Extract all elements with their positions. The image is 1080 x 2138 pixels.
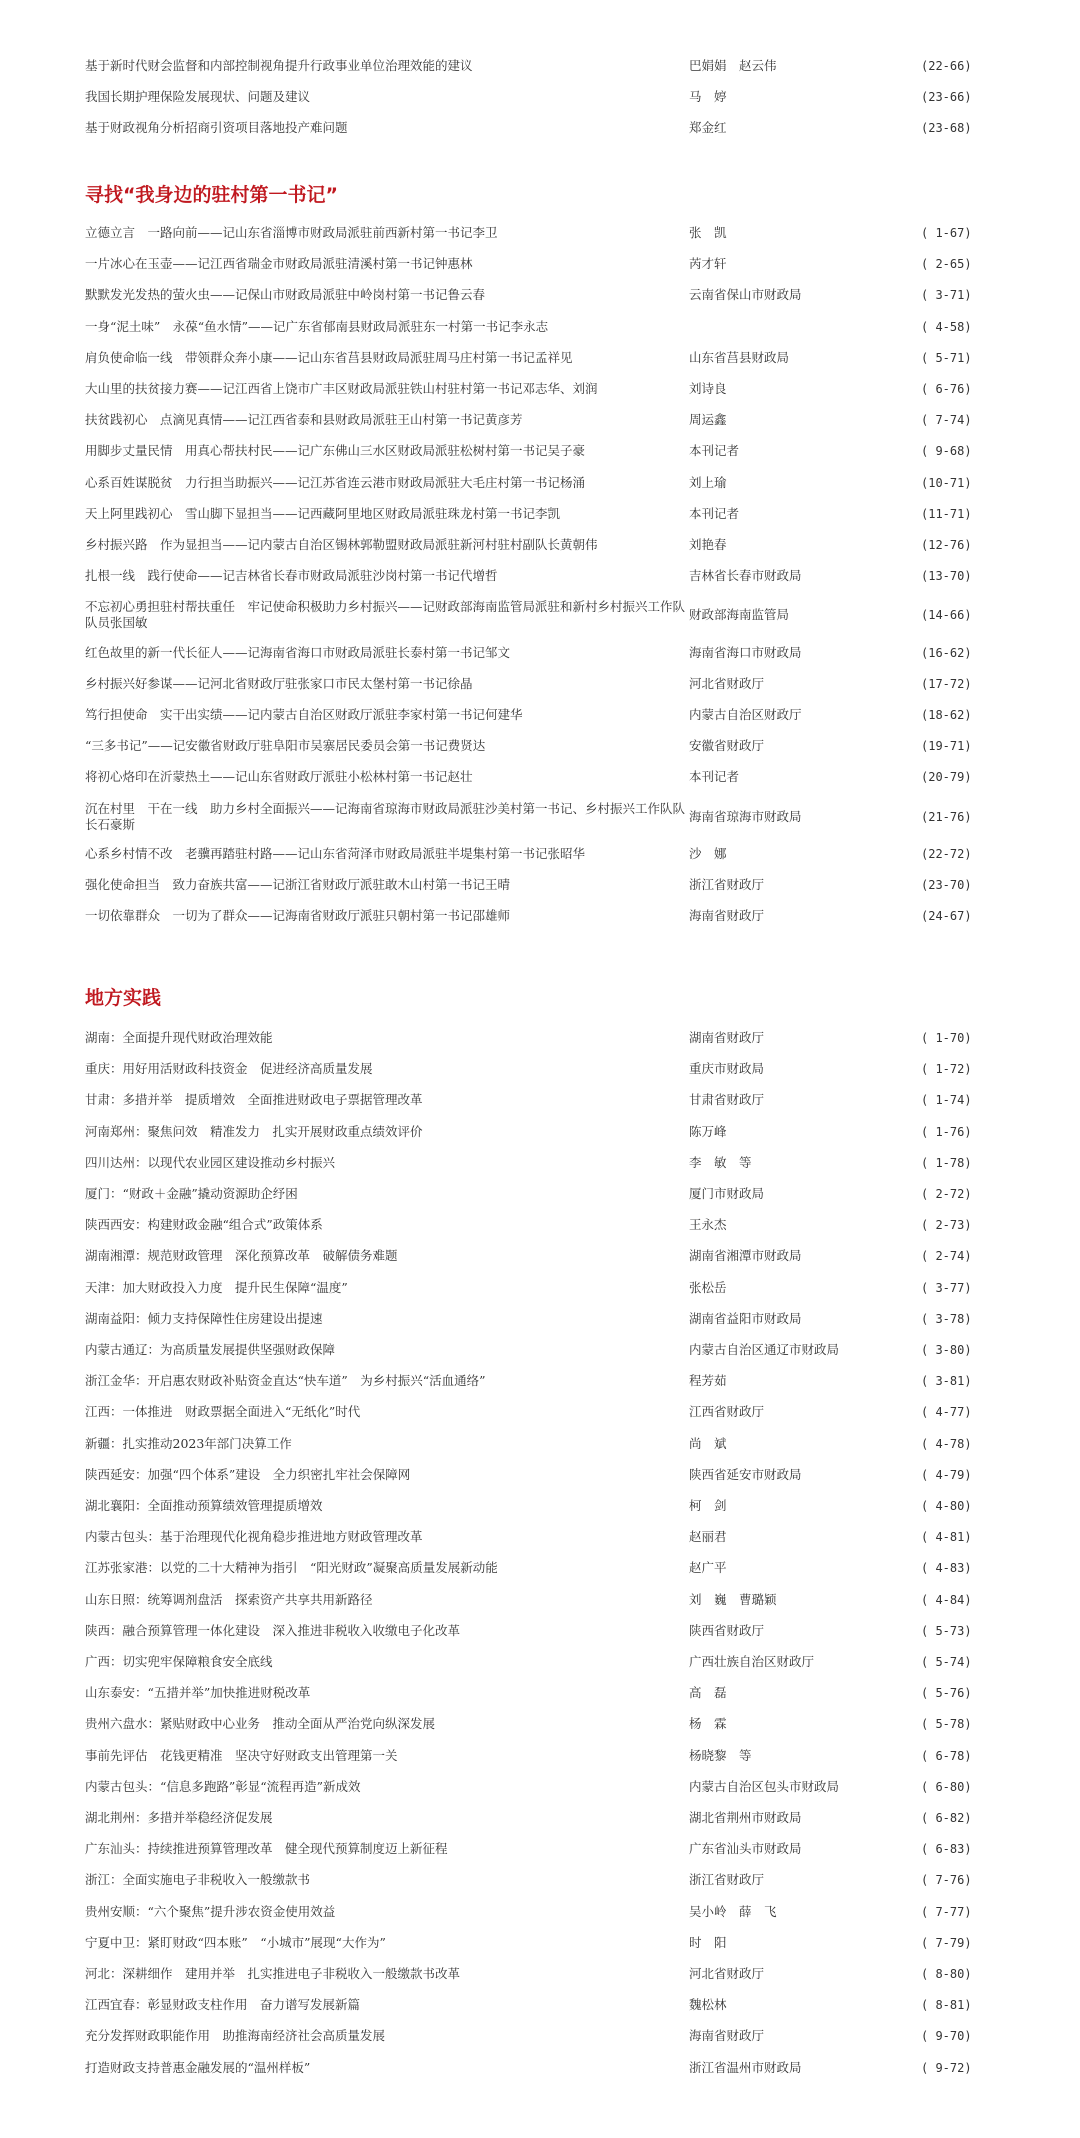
entry-author: 马 婷 xyxy=(689,89,727,105)
entry-page-ref: ( 4-81) xyxy=(921,1530,972,1545)
entry-page-ref: ( 1-78) xyxy=(921,1155,972,1170)
entry-title: 贵州安顺：“六个聚焦”提升涉农资金使用效益 xyxy=(85,1903,336,1919)
entry-author: 云南省保山市财政局 xyxy=(689,287,802,303)
entry-page-ref: ( 3-81) xyxy=(921,1374,972,1389)
entry-title: 河北：深耕细作 建用并举 扎实推进电子非税收入一般缴款书改革 xyxy=(85,1966,461,1981)
entry-page-ref: ( 1-74) xyxy=(921,1093,972,1108)
entry-page-ref: ( 4-84) xyxy=(921,1592,972,1607)
entry-page-ref: (19-71) xyxy=(921,739,972,754)
entry-author: 沙 娜 xyxy=(689,845,727,861)
entry-author: 河北省财政厅 xyxy=(689,675,765,691)
entry-author: 巴娟娟 赵云伟 xyxy=(689,58,777,73)
entry-author: 时 阳 xyxy=(689,1934,727,1950)
entry-page-ref: (16-62) xyxy=(921,645,972,660)
entry-title: 沉在村里 干在一线 助力乡村全面振兴——记海南省琼海市财政局派驻沙美村第一书记、乡村振兴工作队队长石豪斯 xyxy=(85,800,686,832)
entry-title: 四川达州：以现代农业园区建设推动乡村振兴 xyxy=(85,1154,336,1170)
entry-title: 心系乡村情不改 老骥再踏驻村路——记山东省菏泽市财政局派驻半堤集村第一书记张昭华 xyxy=(85,845,586,861)
entry-title: 江西：一体推进 财政票据全面进入“无纸化”时代 xyxy=(85,1404,361,1420)
entry-page-ref: ( 7-76) xyxy=(921,1873,972,1888)
entry-title: 不忘初心勇担驻村帮扶重任 牢记使命积极助力乡村振兴——记财政部海南监管局派驻和新村乡村振兴工作队队员张国敏 xyxy=(85,599,686,631)
entry-title: 湖北襄阳：全面推动预算绩效管理提质增效 xyxy=(85,1498,323,1513)
entry-page-ref: (23-66) xyxy=(921,90,972,105)
entry-title: 甘肃：多措并举 提质增效 全面推进财政电子票据管理改革 xyxy=(85,1092,423,1108)
entry-title: 浙江金华：开启惠农财政补贴资金直达“快车道” 为乡村振兴“活血通络” xyxy=(85,1373,486,1389)
entry-page-ref: ( 7-79) xyxy=(921,1935,972,1950)
entry-author: 浙江省财政厅 xyxy=(689,1872,765,1888)
entry-title: 笃行担使命 实干出实绩——记内蒙古自治区财政厅派驻李家村第一书记何建华 xyxy=(85,707,523,722)
entry-title: 新疆：扎实推动2023年部门决算工作 xyxy=(85,1435,292,1451)
entry-page-ref: ( 4-78) xyxy=(921,1436,972,1451)
entry-title: 事前先评估 花钱更精准 坚决守好财政支出管理第一关 xyxy=(85,1747,398,1763)
entry-author: 吴小岭 薛 飞 xyxy=(689,1903,777,1919)
entry-author: 广西壮族自治区财政厅 xyxy=(689,1654,815,1669)
entry-page-ref: ( 1-70) xyxy=(921,1031,972,1045)
entry-page-ref: (14-66) xyxy=(921,608,972,623)
entry-title: 内蒙古通辽：为高质量发展提供坚强财政保障 xyxy=(85,1342,336,1357)
entry-page-ref: ( 8-81) xyxy=(921,1998,972,2013)
entry-author: 甘肃省财政厅 xyxy=(689,1092,765,1108)
entry-title: 河南郑州：聚焦问效 精准发力 扎实开展财政重点绩效评价 xyxy=(85,1123,423,1139)
entry-title: 扎根一线 践行使命——记吉林省长春市财政局派驻沙岗村第一书记代增哲 xyxy=(85,568,498,584)
entry-page-ref: ( 5-74) xyxy=(921,1655,972,1669)
entry-title: 乡村振兴路 作为显担当——记内蒙古自治区锡林郭勒盟财政局派驻新河村驻村副队长黄朝伟 xyxy=(85,537,598,552)
entry-title: 立德立言 一路向前——记山东省淄博市财政局派驻前西新村第一书记李卫 xyxy=(85,225,498,240)
entry-author: 杨 霖 xyxy=(689,1716,727,1732)
entry-page-ref: ( 9-70) xyxy=(921,2029,972,2044)
entry-author: 内蒙古自治区通辽市财政局 xyxy=(689,1342,840,1357)
entry-title: 一切依靠群众 一切为了群众——记海南省财政厅派驻只朝村第一书记邵雄师 xyxy=(85,908,511,924)
entry-author: 本刊记者 xyxy=(689,443,740,459)
entry-page-ref: ( 5-73) xyxy=(921,1623,972,1638)
entry-page-ref: ( 9-72) xyxy=(921,2060,972,2075)
entry-author: 赵丽君 xyxy=(689,1529,727,1545)
entry-page-ref: ( 7-77) xyxy=(921,1904,972,1919)
entry-title: 天上阿里践初心 雪山脚下显担当——记西藏阿里地区财政局派驻珠龙村第一书记李凯 xyxy=(85,505,561,521)
entry-title: 一片冰心在玉壶——记江西省瑞金市财政局派驻清溪村第一书记钟惠林 xyxy=(85,256,473,272)
entry-author: 张松岳 xyxy=(689,1279,727,1295)
section-heading: 地方实践 xyxy=(85,987,162,1009)
entry-page-ref: (21-76) xyxy=(921,809,972,824)
entry-title: 陕西延安：加强“四个体系”建设 全力织密扎牢社会保障网 xyxy=(85,1466,411,1482)
entry-page-ref: ( 1-72) xyxy=(921,1062,972,1077)
entry-page-ref: (23-68) xyxy=(921,121,972,136)
entry-author: 内蒙古自治区财政厅 xyxy=(689,707,802,722)
entry-title: 将初心烙印在沂蒙热土——记山东省财政厅派驻小松林村第一书记赵壮 xyxy=(85,769,473,785)
entry-author: 湖南省益阳市财政局 xyxy=(689,1310,802,1326)
entry-author: 尚 斌 xyxy=(689,1435,727,1451)
entry-author: 本刊记者 xyxy=(689,505,740,521)
entry-author: 周运鑫 xyxy=(689,412,727,428)
entry-title: 江西宜春：彰显财政支柱作用 奋力谱写发展新篇 xyxy=(85,1997,361,2013)
entry-title: 湖南：全面提升现代财政治理效能 xyxy=(85,1030,273,1045)
entry-author: 湖北省荆州市财政局 xyxy=(689,1810,802,1825)
entry-page-ref: ( 5-76) xyxy=(921,1686,972,1701)
entry-title: 基于财政视角分析招商引资项目落地投产难问题 xyxy=(85,120,348,136)
entry-title: 大山里的扶贫接力赛——记江西省上饶市广丰区财政局派驻铁山村驻村第一书记邓志华、刘润 xyxy=(85,381,598,396)
entry-page-ref: ( 5-71) xyxy=(921,350,972,365)
entry-page-ref: ( 4-58) xyxy=(921,319,972,334)
entry-page-ref: ( 2-72) xyxy=(921,1187,972,1201)
entry-author: 李 敏 等 xyxy=(689,1154,752,1170)
entry-title: 心系百姓谋脱贫 力行担当助振兴——记江苏省连云港市财政局派驻大毛庄村第一书记杨涌 xyxy=(85,474,586,490)
entry-page-ref: (13-70) xyxy=(921,569,972,584)
entry-author: 刘诗良 xyxy=(689,381,727,396)
entry-title: 广东汕头：持续推进预算管理改革 健全现代预算制度迈上新征程 xyxy=(85,1841,448,1857)
entry-title: 湖南湘潭：规范财政管理 深化预算改革 破解债务难题 xyxy=(85,1248,398,1264)
entry-title: 一身“泥土味” 永葆“鱼水情”——记广东省郁南县财政局派驻东一村第一书记李永志 xyxy=(85,318,549,334)
entry-page-ref: (17-72) xyxy=(921,676,972,691)
entry-title: 湖南益阳：倾力支持保障性住房建设出提速 xyxy=(85,1310,323,1326)
entry-title: 贵州六盘水：紧贴财政中心业务 推动全面从严治党向纵深发展 xyxy=(85,1716,436,1732)
entry-page-ref: (10-71) xyxy=(921,475,972,490)
entry-title: 扶贫践初心 点滴见真情——记江西省泰和县财政局派驻王山村第一书记黄彦芳 xyxy=(85,412,523,428)
entry-author: 海南省琼海市财政局 xyxy=(689,808,802,824)
entry-title: 肩负使命临一线 带领群众奔小康——记山东省莒县财政局派驻周马庄村第一书记孟祥见 xyxy=(85,349,573,365)
entry-page-ref: ( 2-65) xyxy=(921,257,972,272)
entry-author: 吉林省长春市财政局 xyxy=(689,568,802,584)
entry-author: 山东省莒县财政局 xyxy=(689,349,790,365)
entry-title: 内蒙古包头：基于治理现代化视角稳步推进地方财政管理改革 xyxy=(85,1529,423,1545)
entry-page-ref: ( 8-80) xyxy=(921,1967,972,1981)
entry-author: 广东省汕头市财政局 xyxy=(689,1841,802,1857)
entry-title: 重庆：用好用活财政科技资金 促进经济高质量发展 xyxy=(85,1061,373,1077)
entry-page-ref: (24-67) xyxy=(921,909,972,924)
entry-author: 江西省财政厅 xyxy=(689,1404,765,1420)
entry-author: 刘 巍 曹璐颖 xyxy=(689,1591,777,1607)
entry-page-ref: ( 4-83) xyxy=(921,1561,972,1576)
entry-page-ref: ( 2-73) xyxy=(921,1218,972,1233)
entry-title: 湖北荆州：多措并举稳经济促发展 xyxy=(85,1810,273,1825)
entry-author: 柯 剑 xyxy=(689,1498,727,1513)
entry-author: 芮才轩 xyxy=(689,256,727,272)
entry-page-ref: ( 1-76) xyxy=(921,1124,972,1139)
entry-page-ref: (12-76) xyxy=(921,538,972,552)
entry-author: 内蒙古自治区包头市财政局 xyxy=(689,1778,840,1794)
entry-page-ref: (11-71) xyxy=(921,506,972,521)
entry-author: 魏松林 xyxy=(689,1997,727,2013)
entry-page-ref: ( 6-80) xyxy=(921,1779,972,1794)
entry-title: 乡村振兴好参谋——记河北省财政厅驻张家口市民太堡村第一书记徐晶 xyxy=(85,675,473,691)
entry-page-ref: ( 4-79) xyxy=(921,1467,972,1482)
entry-page-ref: ( 3-71) xyxy=(921,288,972,303)
entry-title: 宁夏中卫：紧盯财政“四本账” “小城市”展现“大作为” xyxy=(85,1934,386,1950)
entry-page-ref: ( 6-76) xyxy=(921,382,972,396)
entry-title: 山东泰安：“五措并举”加快推进财税改革 xyxy=(85,1685,311,1701)
entry-title: 山东日照：统筹调剂盘活 探索资产共享共用新路径 xyxy=(85,1591,373,1607)
entry-author: 陈万峰 xyxy=(689,1123,727,1139)
entry-title: 我国长期护理保险发展现状、问题及建议 xyxy=(85,89,311,105)
section-heading: 寻找“我身边的驻村第一书记” xyxy=(85,184,338,206)
entry-author: 海南省财政厅 xyxy=(689,2028,765,2044)
entry-author: 刘艳春 xyxy=(689,537,727,552)
entry-author: 高 磊 xyxy=(689,1685,727,1701)
entry-title: 充分发挥财政职能作用 助推海南经济社会高质量发展 xyxy=(85,2028,386,2044)
entry-author: 刘上瑜 xyxy=(689,474,727,490)
entry-page-ref: ( 3-78) xyxy=(921,1311,972,1326)
entry-page-ref: (22-66) xyxy=(921,59,972,73)
entry-page-ref: ( 9-68) xyxy=(921,444,972,459)
entry-author: 湖南省财政厅 xyxy=(689,1030,765,1045)
entry-title: 陕西西安：构建财政金融“组合式”政策体系 xyxy=(85,1217,323,1233)
entry-title: 打造财政支持普惠金融发展的“温州样板” xyxy=(85,2059,311,2075)
entry-page-ref: ( 6-78) xyxy=(921,1748,972,1763)
entry-title: 天津：加大财政投入力度 提升民生保障“温度” xyxy=(85,1279,348,1295)
entry-author: 王永杰 xyxy=(689,1217,727,1233)
entry-title: 陕西：融合预算管理一体化建设 深入推进非税收入收缴电子化改革 xyxy=(85,1622,461,1638)
entry-title: 厦门：“财政＋金融”撬动资源助企纾困 xyxy=(85,1186,298,1201)
entry-page-ref: ( 1-67) xyxy=(921,226,972,240)
entry-author: 本刊记者 xyxy=(689,769,740,785)
entry-title: 强化使命担当 致力奋族共富——记浙江省财政厅派驻敢木山村第一书记王晴 xyxy=(85,877,511,892)
entry-author: 陕西省财政厅 xyxy=(689,1622,765,1638)
entry-title: 广西：切实兜牢保障粮食安全底线 xyxy=(85,1654,273,1669)
entry-page-ref: (23-70) xyxy=(921,878,972,892)
entry-page-ref: ( 3-80) xyxy=(921,1343,972,1357)
entry-title: 浙江：全面实施电子非税收入一般缴款书 xyxy=(85,1872,311,1888)
entry-page-ref: ( 4-77) xyxy=(921,1405,972,1420)
entry-page-ref: ( 6-83) xyxy=(921,1842,972,1857)
entry-author: 张 凯 xyxy=(689,225,727,240)
entry-title: 用脚步丈量民情 用真心帮扶村民——记广东佛山三水区财政局派驻松树村第一书记吴子豪 xyxy=(85,443,586,459)
entry-page-ref: ( 2-74) xyxy=(921,1249,972,1264)
entry-title: 默默发光发热的萤火虫——记保山市财政局派驻中岭岗村第一书记鲁云春 xyxy=(85,287,486,303)
entry-author: 湖南省湘潭市财政局 xyxy=(689,1248,802,1264)
entry-author: 重庆市财政局 xyxy=(689,1061,765,1077)
entry-page-ref: ( 7-74) xyxy=(921,413,972,428)
entry-page-ref: ( 5-78) xyxy=(921,1717,972,1732)
entry-author: 程芳茹 xyxy=(689,1373,727,1389)
entry-title: 红色故里的新一代长征人——记海南省海口市财政局派驻长泰村第一书记邹文 xyxy=(85,644,511,660)
entry-author: 陕西省延安市财政局 xyxy=(689,1466,802,1482)
entry-title: “三多书记”——记安徽省财政厅驻阜阳市吴寨居民委员会第一书记费贤达 xyxy=(85,738,486,754)
entry-page-ref: (20-79) xyxy=(921,770,972,785)
entry-title: 内蒙古包头：“信息多跑路”彰显“流程再造”新成效 xyxy=(85,1778,361,1794)
entry-author: 海南省海口市财政局 xyxy=(689,644,802,660)
entry-author: 杨晓黎 等 xyxy=(689,1747,752,1763)
entry-author: 浙江省财政厅 xyxy=(689,877,765,892)
entry-author: 安徽省财政厅 xyxy=(689,738,765,754)
entry-author: 海南省财政厅 xyxy=(689,908,765,924)
entry-author: 浙江省温州市财政局 xyxy=(689,2059,802,2075)
entry-author: 郑金红 xyxy=(689,120,727,136)
entry-author: 河北省财政厅 xyxy=(689,1966,765,1981)
entry-page-ref: (18-62) xyxy=(921,708,972,722)
entry-title: 江苏张家港：以党的二十大精神为指引 “阳光财政”凝聚高质量发展新动能 xyxy=(85,1560,498,1576)
entry-title: 基于新时代财会监督和内部控制视角提升行政事业单位治理效能的建议 xyxy=(85,58,473,73)
entry-page-ref: ( 4-80) xyxy=(921,1499,972,1513)
entry-author: 赵广平 xyxy=(689,1560,727,1576)
entry-author: 厦门市财政局 xyxy=(689,1186,765,1201)
entry-page-ref: (22-72) xyxy=(921,846,972,861)
entry-page-ref: ( 6-82) xyxy=(921,1811,972,1825)
entry-author: 财政部海南监管局 xyxy=(689,607,790,623)
entry-page-ref: ( 3-77) xyxy=(921,1280,972,1295)
